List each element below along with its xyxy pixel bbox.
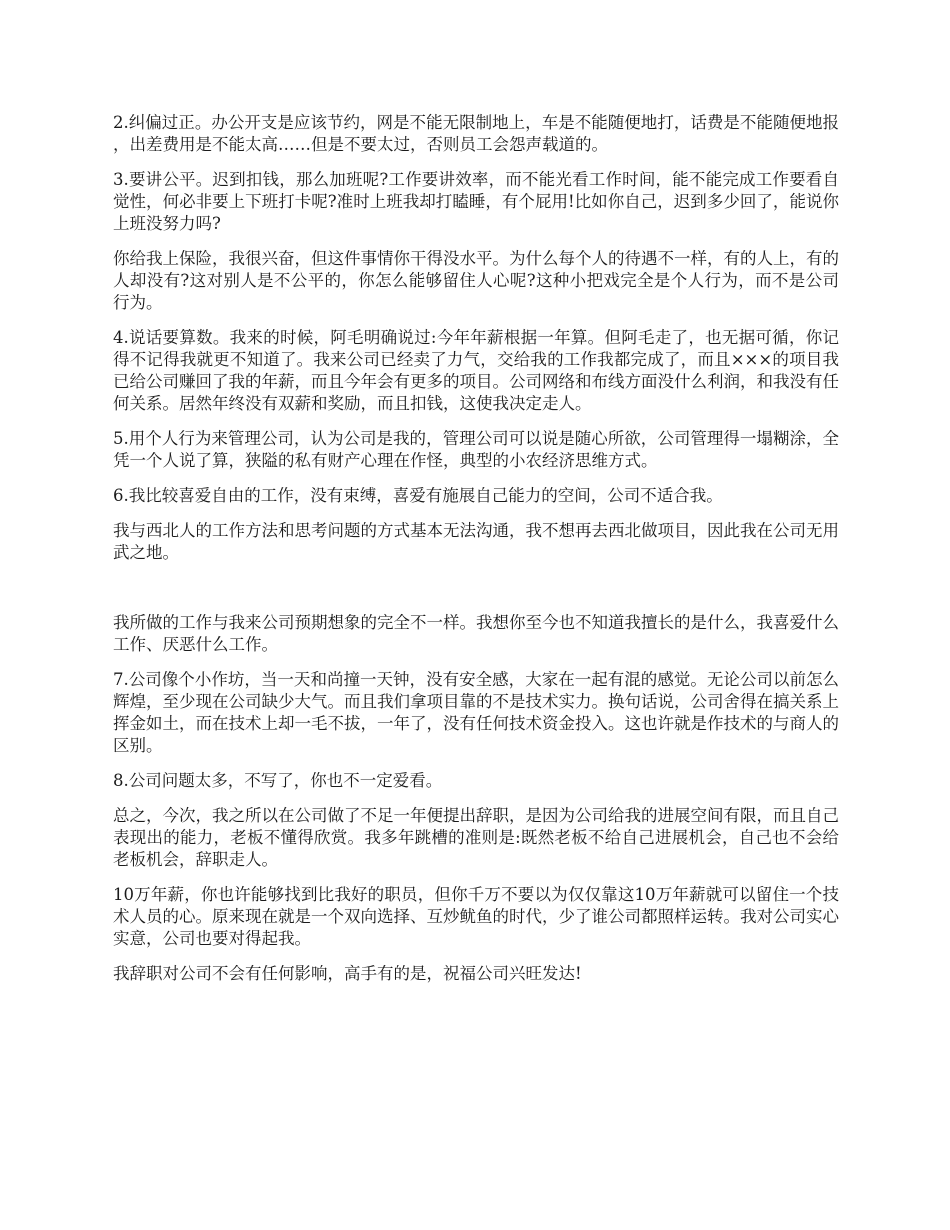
paragraph-expectation: 我所做的工作与我来公司预期想象的完全不一样。我想你至今也不知道我擅长的是什么，我喜爱什么工作、厌恶什么工作。 bbox=[113, 613, 839, 654]
paragraph-northwest: 我与西北人的工作方法和思考问题的方式基本无法沟通，我不想再去西北做项目，因此我在公司无用武之地。 bbox=[113, 521, 839, 562]
paragraph-point-2: 2.纠偏过正。办公开支是应该节约，网是不能无限制地上，车是不能随便地打，话费是不能随便地报，出差费用是不能太高……但是不要太过，否则员工会怨声载道的。 bbox=[113, 113, 839, 154]
paragraph-insurance: 你给我上保险，我很兴奋，但这件事情你干得没水平。为什么每个人的待遇不一样，有的人上，有的人却没有?这对别人是不公平的，你怎么能够留住人心呢?这种小把戏完全是个人行为，而不是公司行为。 bbox=[113, 249, 839, 312]
paragraph-closing: 我辞职对公司不会有任何影响，高手有的是，祝福公司兴旺发达! bbox=[113, 964, 582, 983]
paragraph-point-4: 4.说话要算数。我来的时候，阿毛明确说过:今年年薪根据一年算。但阿毛走了，也无据可循，你记得不记得我就更不知道了。我来公司已经卖了力气，交给我的工作我都完成了，而且×××的项目我已给公司赚回了我的年薪，而且今年会有更多的项目。公司网络和布线方面没什么利润，和我没有任何关系。居然年终没有双薪和奖励，而且扣钱，这使我决定走人。 bbox=[113, 328, 839, 413]
paragraph-point-7: 7.公司像个小作坊，当一天和尚撞一天钟，没有安全感，大家在一起有混的感觉。无论公司以前怎么辉煌，至少现在公司缺少大气。而且我们拿项目靠的不是技术实力。换句话说，公司舍得在搞关系上挥金如土，而在技术上却一毛不拔，一年了，没有任何技术资金投入。这也许就是作技术的与商人的区别。 bbox=[113, 670, 839, 755]
paragraph-point-5: 5.用个人行为来管理公司，认为公司是我的，管理公司可以说是随心所欲，公司管理得一塌糊涂，全凭一个人说了算，狭隘的私有财产心理在作怪，典型的小农经济思维方式。 bbox=[113, 429, 839, 470]
paragraph-summary: 总之，今次，我之所以在公司做了不足一年便提出辞职，是因为公司给我的进展空间有限，而且自己表现出的能力，老板不懂得欣赏。我多年跳槽的准则是:既然老板不给自己进展机会，自己也不会给老板机会，辞职走人。 bbox=[113, 806, 839, 869]
paragraph-point-8: 8.公司问题太多，不写了，你也不一定爱看。 bbox=[113, 771, 443, 790]
paragraph-point-3: 3.要讲公平。迟到扣钱，那么加班呢?工作要讲效率，而不能光看工作时间，能不能完成工作要看自觉性，何必非要上下班打卡呢?准时上班我却打瞌睡，有个屁用!比如你自己，迟到多少回了，能说你上班没努力吗? bbox=[113, 170, 839, 233]
paragraph-salary: 10万年薪，你也许能够找到比我好的职员，但你千万不要以为仅仅靠这10万年薪就可以留住一个技术人员的心。原来现在就是一个双向选择、互炒鱿鱼的时代，少了谁公司都照样运转。我对公司实心实意，公司也要对得起我。 bbox=[113, 885, 839, 948]
paragraph-point-6: 6.我比较喜爱自由的工作，没有束缚，喜爱有施展自己能力的空间，公司不适合我。 bbox=[113, 486, 723, 505]
document-body bbox=[113, 112, 839, 998]
